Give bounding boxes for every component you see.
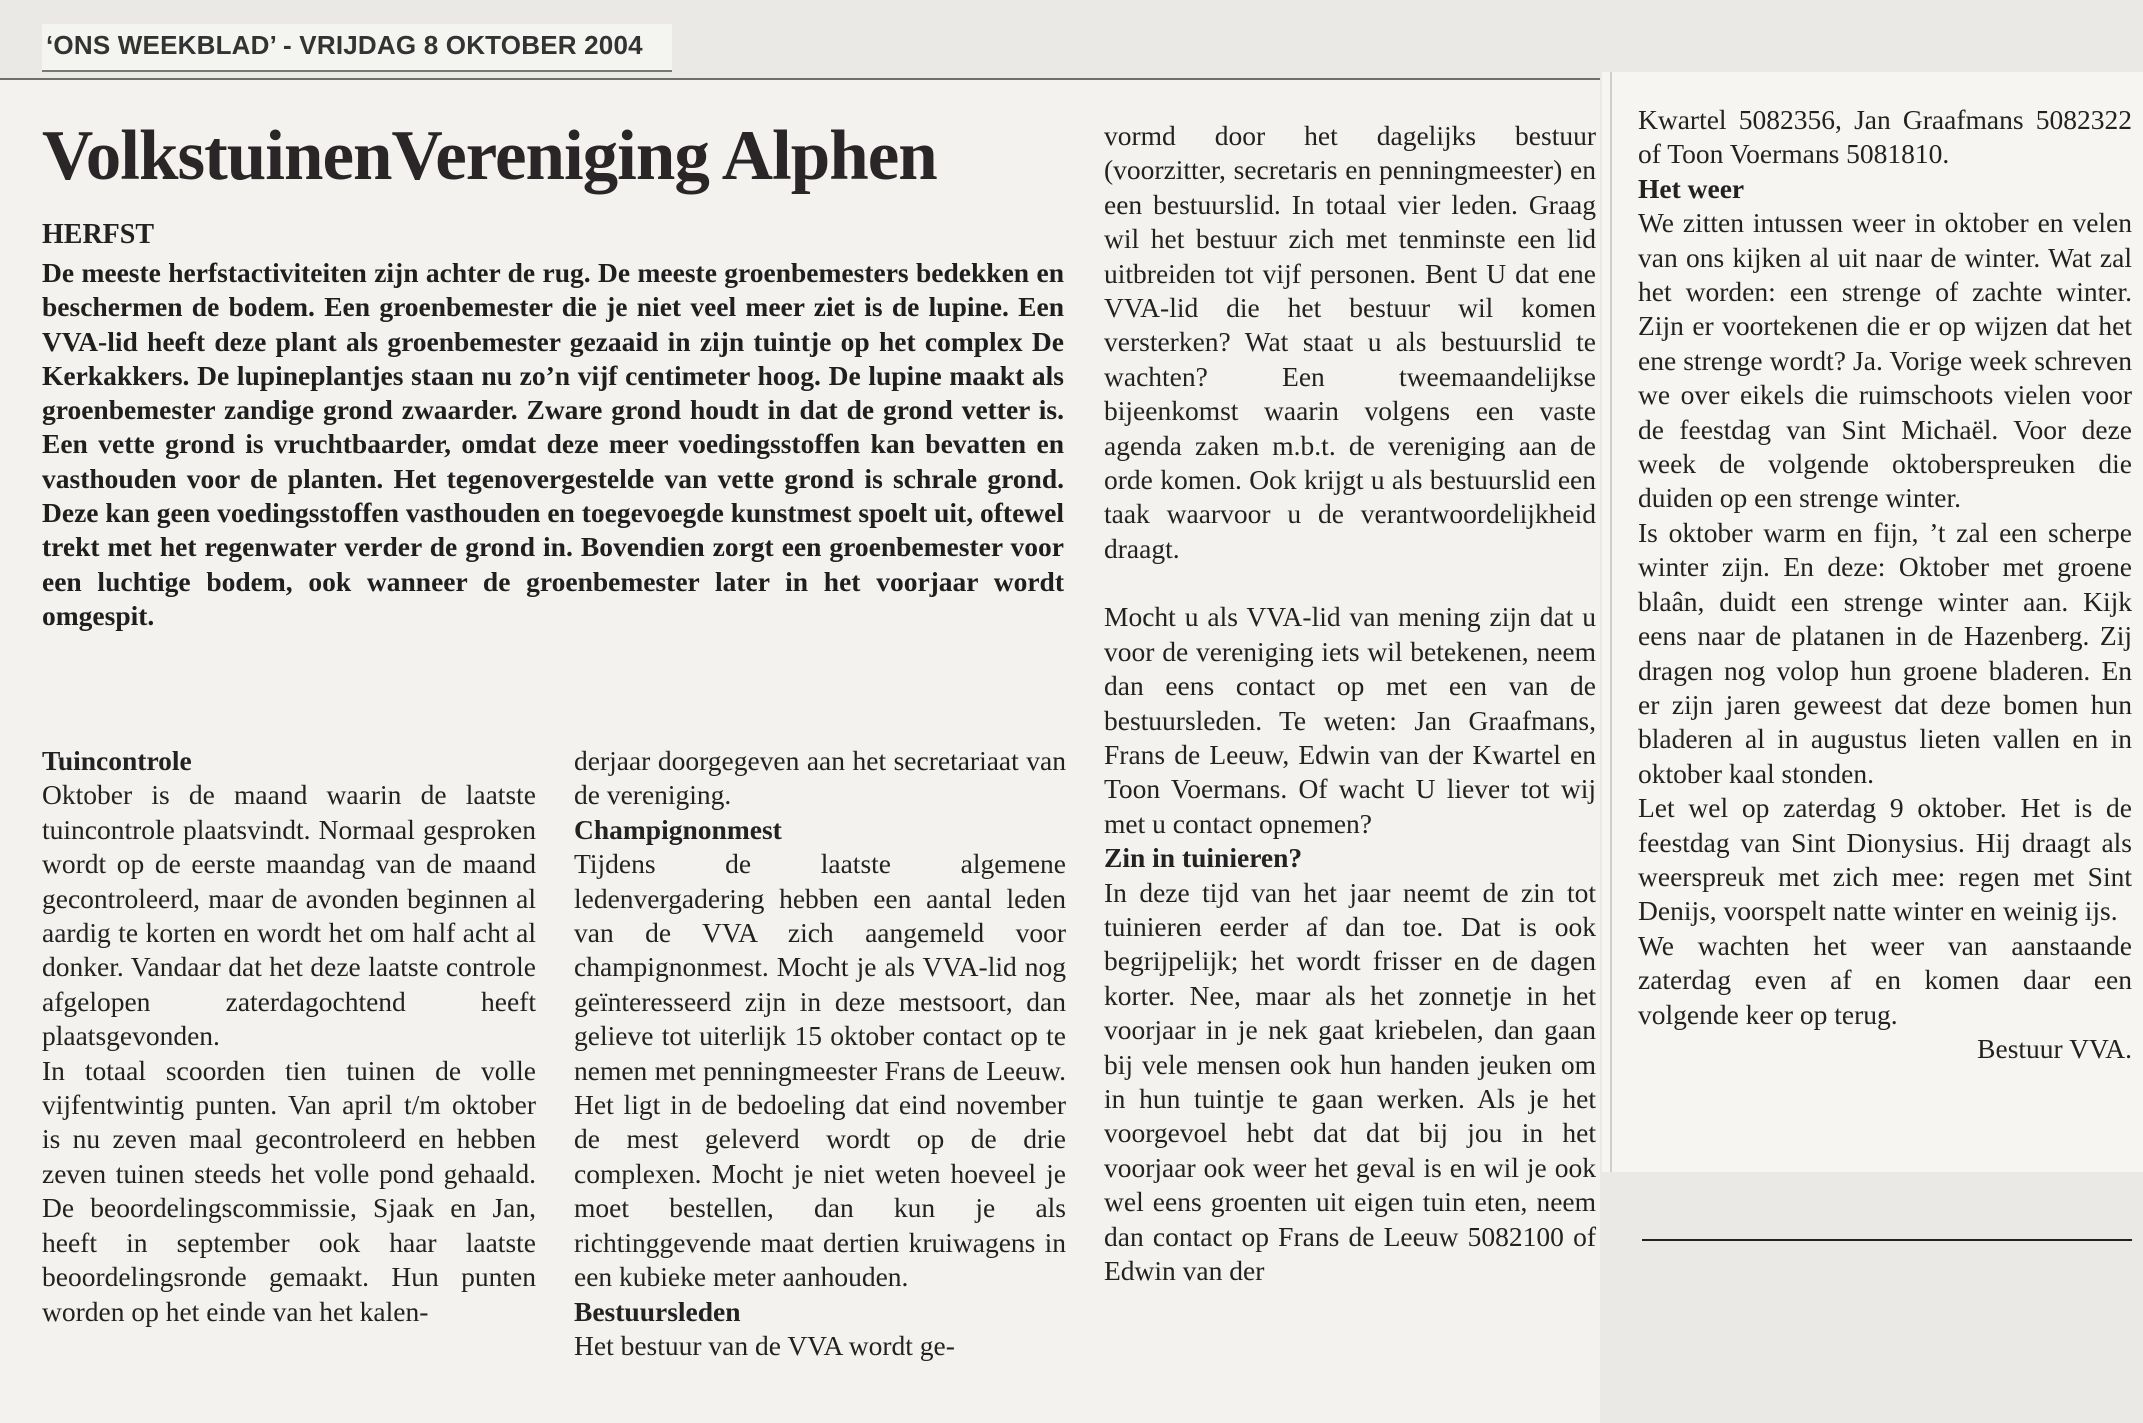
masthead-rule xyxy=(42,70,672,72)
article-column-3 xyxy=(1104,119,1596,1288)
paragraph: Mocht u als VVA-lid van mening zijn dat u voor de vereniging iets wil betekenen, neem dan eens contact op met een van de bestuursleden. Te weten: Jan Graafmans, Frans de Leeuw, Edwin van der Kwartel en Toon Voermans. Of wacht U liever tot wij met u contact opnemen? xyxy=(1104,601,1596,839)
paragraph: In deze tijd van het jaar neemt de zin tot tuinieren eerder af dan toe. Dat is ook begrijpelijk; het wordt frisser en de dagen korter. Nee, maar als het zonnetje in het voorjaar in je nek gaat kriebelen, dan gaan bij vele mensen ook hun handen jeuken om in hun tuintje te gaan werken. Als je het voorgevoel hebt dat dat bij jou in het voorjaar ook weer het geval is en wil je ook wel eens groenten uit eigen tuin eten, neem dan contact op Frans de Leeuw 5082100 of Edwin van der xyxy=(1104,876,1596,1286)
paragraph: Het bestuur van de VVA wordt ge- xyxy=(574,1329,955,1361)
subheading-champignonmest: Champignonmest xyxy=(574,813,782,845)
paragraph: Let wel op zaterdag 9 oktober. Het is de feestdag van Sint Dionysius. Hij draagt als weerspreuk met zich mee: regen met Sint Denijs, voorspelt natte winter en weinig ijs. xyxy=(1638,792,2132,927)
paragraph: Kwartel 5082356, Jan Graafmans 5082322 of Toon Voermans 5081810. xyxy=(1638,104,2132,170)
paragraph: We zitten intussen weer in oktober en velen van ons kijken al uit naar de winter. Wat zal het worden: een strenge of zachte winter. Zijn er voortekenen die er op wijzen dat het ene strenge wordt? Ja. Vorige week schreven we over eikels die ruimschoots vielen voor de feestdag van Sint Michaël. Voor deze week de volgende oktoberspreuken die duiden op een strenge winter. xyxy=(1638,207,2132,514)
subheading-zin-in-tuinieren: Zin in tuinieren? xyxy=(1104,842,1303,874)
paragraph: Is oktober warm en fijn, ’t zal een scherpe winter zijn. En deze: Oktober met groene blaân, duidt een strenge winter aan. Kijk eens naar de platanen in de Hazenberg. Zij dragen nog volop hun groene bladeren. En er zijn jaren geweest dat deze bomen hun bladeren al in augustus lieten vallen en in oktober kaal stonden. xyxy=(1638,516,2132,789)
subheading-tuincontrole: Tuincontrole xyxy=(42,745,192,776)
paragraph: Oktober is de maand waarin de laatste tuincontrole plaatsvindt. Normaal gesproken wordt op de eerste maandag van de maand gecontroleerd, maar de avonden beginnen al aardig te korten en wordt het om half acht al donker. Vandaar dat het deze laatste controle afgelopen zaterdagochtend heeft plaatsgevonden. xyxy=(42,779,536,1052)
subheading-bestuursleden: Bestuursleden xyxy=(574,1295,741,1327)
paragraph: derjaar doorgegeven aan het secretariaat van de vereniging. xyxy=(574,745,1066,811)
article-column-1 xyxy=(42,744,536,1329)
clipping-edge xyxy=(1610,72,1612,1172)
masthead: ‘ONS WEEKBLAD’ - VRIJDAG 8 OKTOBER 2004 xyxy=(46,30,643,60)
subheading-het-weer: Het weer xyxy=(1638,172,1745,204)
intro-subheading: HERFST xyxy=(42,219,155,250)
paragraph: Tijdens de laatste algemene ledenvergadering hebben een aantal leden van de VVA zich aangemeld voor champignonmest. Mocht je als VVA-lid nog geïnteresseerd zijn in deze mestsoort, dan gelieve tot uiterlijk 15 oktober contact op te nemen met penningmeester Frans de Leeuw. Het ligt in de bedoeling dat eind november de mest geleverd wordt op de drie complexen. Mocht je niet weten hoeveel je moet bestellen, dan kun je als richtinggevende maat dertien kruiwagens in een kubieke meter aanhouden. xyxy=(574,848,1066,1293)
intro-paragraph: De meeste herfstactiviteiten zijn achter de rug. De meeste groenbemesters bedekken en beschermen de bodem. Een groenbemester die je niet veel meer ziet is de lupine. Een VVA-lid heeft deze plant als groenbemester gezaaid in zijn tuintje op het complex De Kerkakkers. De lupineplantjes staan nu zo’n vijf centimeter hoog. De lupine maakt als groenbemester zandige grond zwaarder. Zware grond houdt in dat de grond vetter is. Een vette grond is vruchtbaarder, omdat deze meer voedingsstoffen kan bevatten en vasthouden voor de planten. Het tegenovergestelde van vette grond is schrale grond. Deze kan geen voedingsstoffen vasthouden en toegevoegde kunstmest spoelt uit, oftewel trekt met het regenwater verder de grond in. Bovendien zorgt een groenbemester voor een luchtige bodem, ook wanneer de groenbemester later in het voorjaar wordt omgespit. xyxy=(42,257,1064,631)
paragraph: We wachten het weer van aanstaande zaterdag even af en komen daar een volgende keer op terug. xyxy=(1638,929,2132,1030)
article-signature: Bestuur VVA. xyxy=(1977,1032,2132,1064)
article-column-4 xyxy=(1638,103,2132,1066)
paragraph: In totaal scoorden tien tuinen de volle vijfentwintig punten. Van april t/m oktober is nu zeven maal gecontroleerd en hebben zeven tuinen steeds het volle pond gehaald. De beoordelingscommissie, Sjaak en Jan, heeft in september ook haar laatste beoordelingsronde gemaakt. Hun punten worden op het einde van het kalen- xyxy=(42,1054,536,1327)
paragraph: vormd door het dagelijks bestuur (voorzitter, secretaris en penningmeester) en een bestuurslid. In totaal vier leden. Graag wil het bestuur zich met tenminste een lid uitbreiden tot vijf personen. Bent U dat ene VVA-lid die het bestuur wil komen versterken? Wat staat u als bestuurslid te wachten? Een tweemaandelijkse bijeenkomst waarin volgens een vaste agenda zaken m.b.t. de vereniging aan de orde komen. Ook krijgt u als bestuurslid een taak waarvoor u de verantwoordelijkheid draagt. xyxy=(1104,120,1596,564)
article-column-2 xyxy=(574,744,1066,1363)
article-headline: VolkstuinenVereniging Alphen xyxy=(42,117,937,195)
article-end-rule xyxy=(1642,1239,2132,1241)
